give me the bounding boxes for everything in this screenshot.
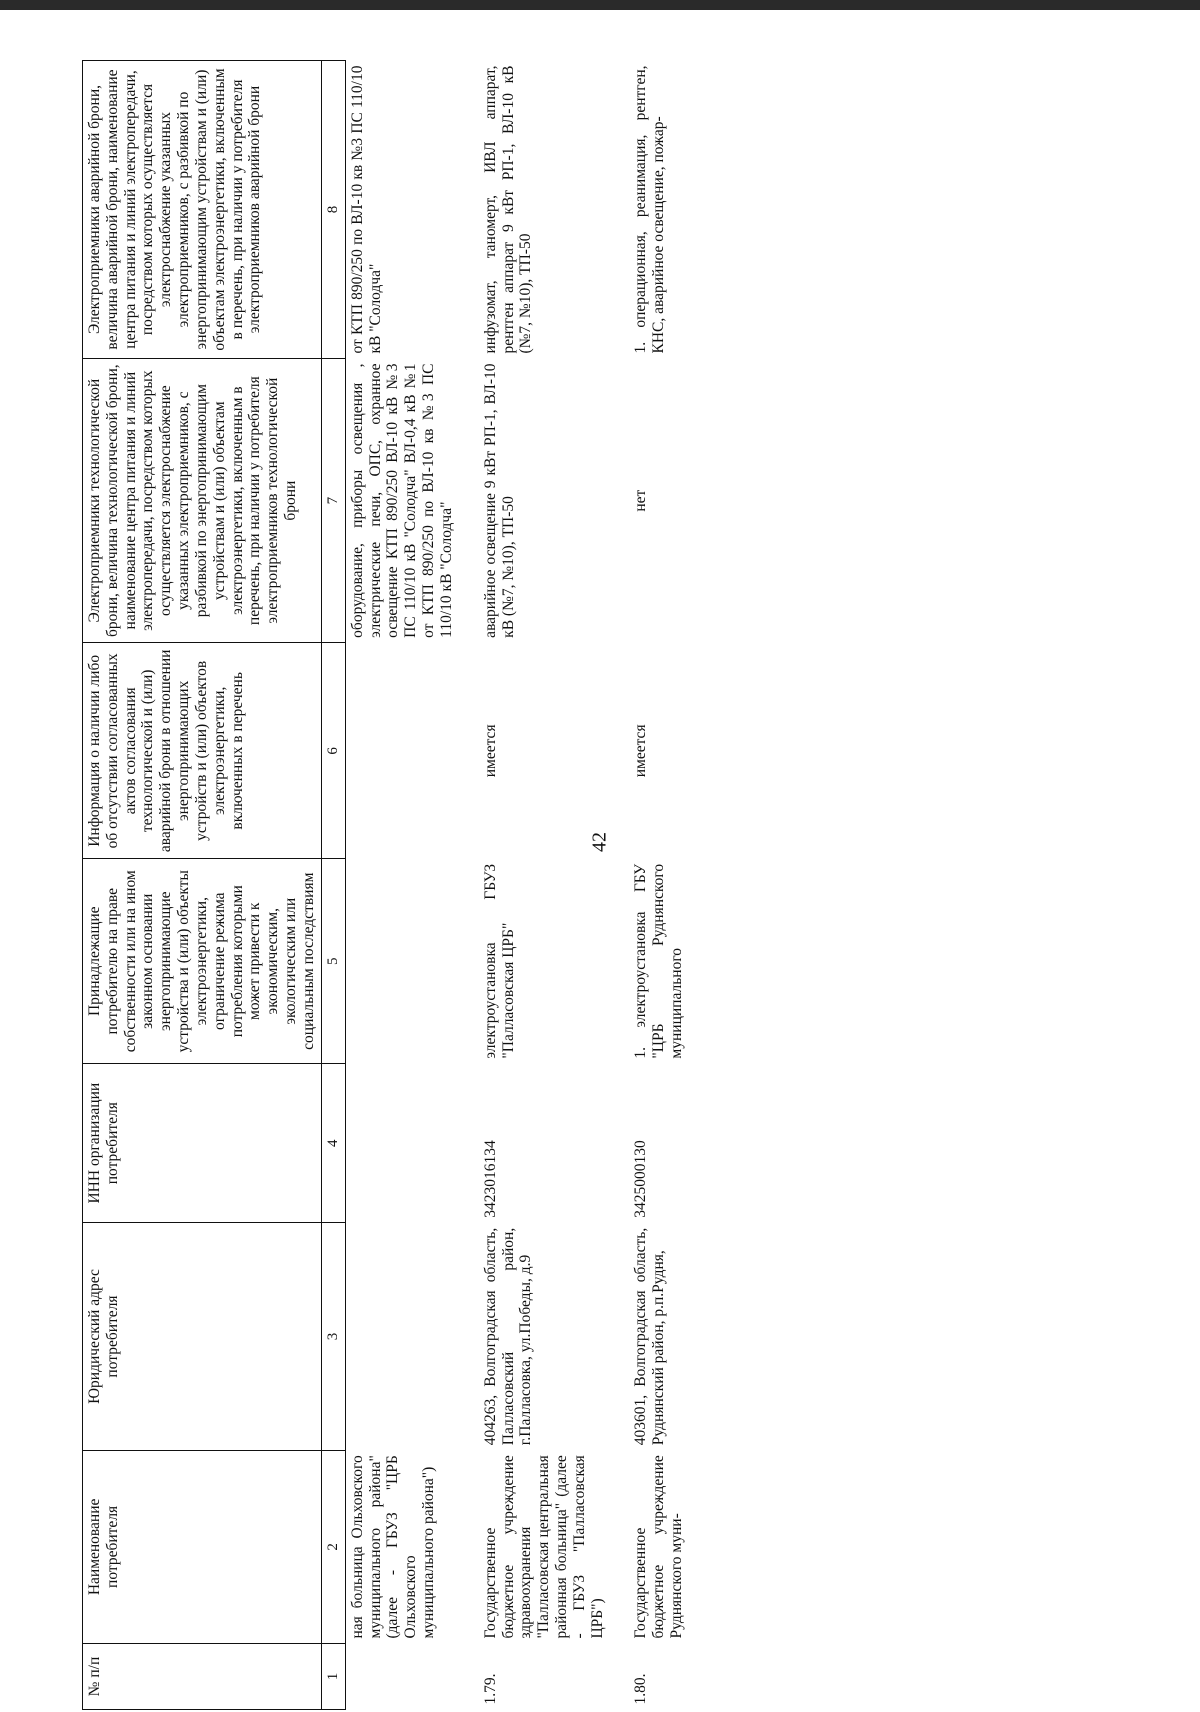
table-row <box>345 61 458 1710</box>
table-row <box>629 61 688 1710</box>
column-number: 8 <box>321 61 345 359</box>
header-col-emergency-reserve: Электроприемники аварийной брони, величина аварийной брони, наименование центра питания и линий электропередачи, посредством которых осуществляется электроснабжение указанных электроприемников, с разбивкой по энергопринимающим устройствам и (или) объектам электроэнергетики, включенным в перечень, при наличии у потребителя электроприемников аварийной брони <box>83 61 322 359</box>
consumer-installation <box>345 859 458 1064</box>
column-number: 6 <box>321 643 345 859</box>
row-number: 1.79. <box>481 1673 499 1705</box>
consumer-emergency-reserve: инфузомат, таномерт, ИВЛ аппарат, рентген аппарат 9 кВт РП-1, ВЛ-10 кВ (№7, №10), ТП-50 <box>481 65 535 354</box>
column-number: 1 <box>321 1644 345 1710</box>
column-number-row <box>321 61 345 1710</box>
column-number: 7 <box>321 359 345 643</box>
consumer-address: 403601, Волгоградская область, Руднянский район, р.п.Рудня, <box>632 1227 668 1446</box>
consumer-emergency-reserve: от КТП 890/250 по ВЛ-10 кв №3 ПС 110/10 кВ "Солодча" <box>348 65 384 354</box>
consumer-inn: 3423016134 <box>481 1140 499 1218</box>
consumer-tech-reserve: оборудование, приборы освещения , электрические печи, ОПС, охранное освещение КТП 890/250 ВЛ-10 кВ №3 ПС 110/10 кВ "Солодча" ВЛ-0,4 кВ №1 от КТП 890/250 по ВЛ-10 кв №3 ПС 110/10 кВ "Солодча" <box>348 363 455 638</box>
consumer-acts <box>345 643 458 859</box>
consumer-installation: электроустановка ГБУЗ "Палласовская ЦРБ" <box>481 863 517 1059</box>
header-col-address: Юридический адрес потребителя <box>83 1223 322 1450</box>
header-col-inn: ИНН организации потребителя <box>83 1064 322 1223</box>
consumer-name: ная больница Ольховского муниципального района" (далее - ГБУЗ "ЦРБ Ольховского муниципального района") <box>348 1455 438 1639</box>
consumer-tech-reserve: аварийное освещение 9 кВт РП-1, ВЛ-10 кВ (№7, №10), ТП-50 <box>481 363 517 638</box>
table-row <box>479 61 610 1710</box>
consumer-tech-reserve: нет <box>632 489 650 512</box>
consumer-name: Государственное бюджетное учреждение Руднянского муни- <box>632 1455 685 1639</box>
row-number <box>345 1644 458 1710</box>
consumer-inn: 3425000130 <box>632 1140 650 1218</box>
column-number: 4 <box>321 1064 345 1223</box>
column-number: 3 <box>321 1223 345 1450</box>
consumer-acts: имеется <box>632 724 650 778</box>
consumer-installation: 1. электроустановка ГБУ "ЦРБ Руднянского муниципального <box>632 863 685 1059</box>
scan-top-edge <box>0 0 1200 10</box>
row-gap <box>609 61 629 1710</box>
consumer-acts: имеется <box>481 724 499 778</box>
consumer-address: 404263, Волгоградская область, Палласовский район, г.Палласовка, ул.Победы, д.9 <box>481 1227 535 1446</box>
rotated-page-content <box>82 60 1092 1710</box>
table-header-row <box>83 61 322 1710</box>
consumer-address <box>345 1223 458 1450</box>
row-gap <box>459 61 479 1710</box>
header-col-installations: Принадлежащие потребителю на праве собственности или на ином законном основании энергопринимающие устройства и (или) объекты электроэнергетики, ограничение режима потребления которыми может привести к экономическим, экологическим или социальным последствиям <box>83 859 322 1064</box>
row-number: 1.80. <box>632 1673 650 1705</box>
consumer-inn <box>345 1064 458 1223</box>
consumer-table <box>82 60 689 1710</box>
column-number: 2 <box>321 1450 345 1643</box>
consumer-emergency-reserve: 1. операционная, реанимация, рентген, КНС, аварийное освещение, пожар- <box>632 65 668 354</box>
column-number: 5 <box>321 859 345 1064</box>
header-col-acts: Информация о наличии либо об отсутствии согласованных актов согласования технологической и (или) аварийной брони в отношении энергопринимающих устройств и (или) объектов электроэнергетики, включенных в перечень <box>83 643 322 859</box>
page-number: 42 <box>588 832 611 852</box>
header-col-tech-reserve: Электроприемники технологической брони, величина технологической брони, наименование центра питания и линий электропередачи, посредством которых осуществляется электроснабжение указанных электроприемников, с разбивкой по энергопринимающим устройствам и (или) объектам электроэнергетики, включенным в перечень, при наличии у потребителя электроприемников технологической брони <box>83 359 322 643</box>
consumer-name: Государственное бюджетное учреждение здравоохранения "Палласовская центральная районная больница" (далее - ГБУЗ "Палласовская ЦРБ") <box>481 1455 606 1639</box>
header-col-number: № п/п <box>83 1644 322 1710</box>
header-col-name: Наименование потребителя <box>83 1450 322 1643</box>
